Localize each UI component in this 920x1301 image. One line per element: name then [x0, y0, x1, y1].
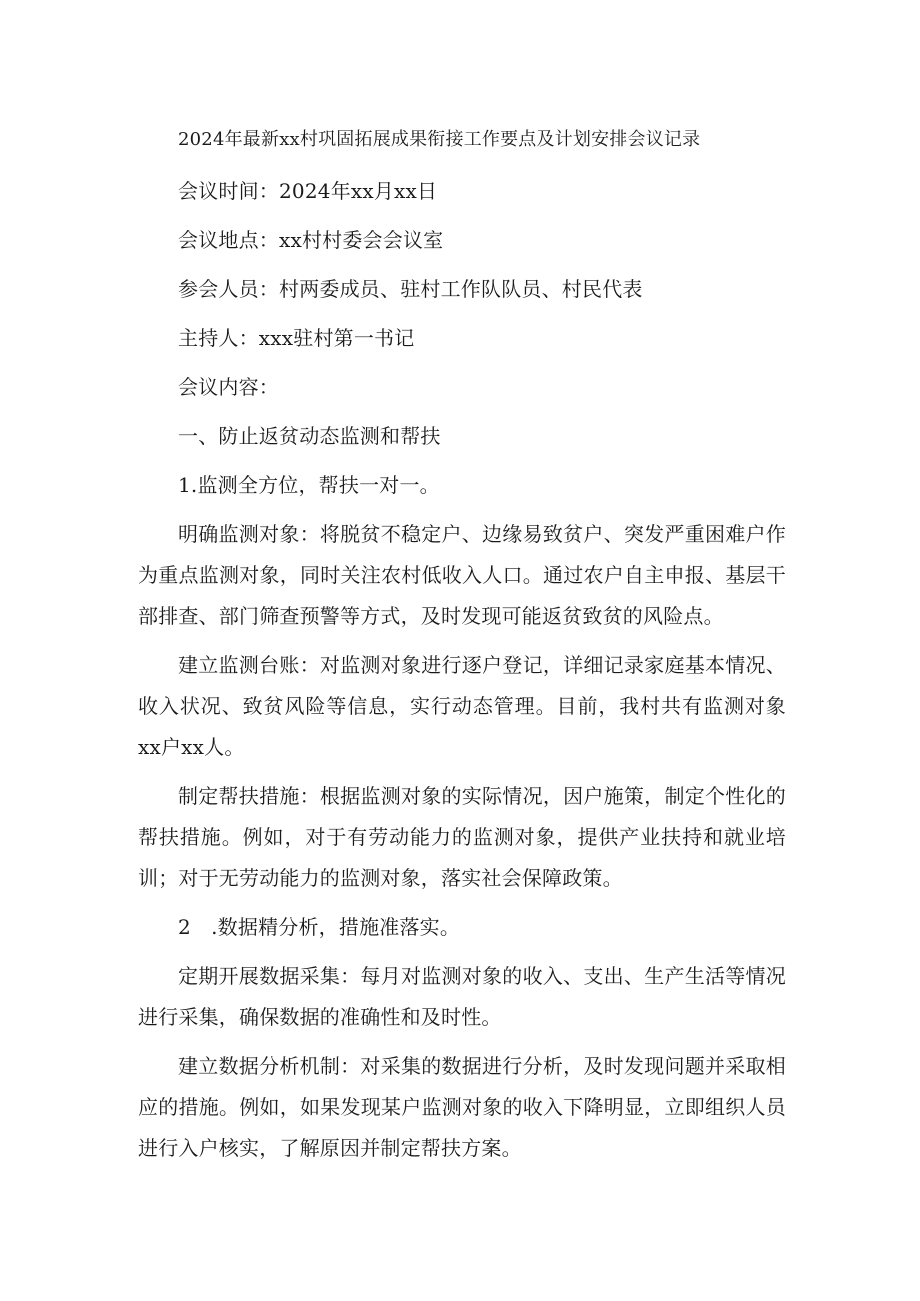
section-heading-1: 一、防止返贫动态监测和帮扶	[178, 424, 441, 448]
paragraph-data-collection: 定期开展数据采集：每月对监测对象的收入、支出、生产生活等情况进行采集，确保数据的准确性和及时性。	[138, 964, 786, 1029]
paragraph-data-analysis: 建立数据分析机制：对采集的数据进行分析，及时发现问题并采取相应的措施。例如，如果发现某户监测对象的收入下降明显，立即组织人员进行入户核实，了解原因并制定帮扶方案。	[138, 1054, 786, 1160]
paragraph-monitoring-targets: 明确监测对象：将脱贫不稳定户、边缘易致贫户、突发严重困难户作为重点监测对象，同时关注农村低收入人口。通过农户自主申报、基层干部排查、部门筛查预警等方式，及时发现可能返贫致贫的风险点。	[138, 522, 786, 628]
item-heading-2: 2 .数据精分析，措施准落实。	[178, 915, 461, 939]
document-title: 2024年最新xx村巩固拓展成果衔接工作要点及计划安排会议记录	[178, 129, 701, 150]
paragraph-monitoring-ledger: 建立监测台账：对监测对象进行逐户登记，详细记录家庭基本情况、收入状况、致贫风险等信息，实行动态管理。目前，我村共有监测对象xx户xx人。	[138, 653, 786, 759]
meeting-participants: 参会人员：村两委成员、驻村工作队队员、村民代表	[178, 277, 643, 301]
meeting-place: 会议地点：xx村村委会会议室	[178, 228, 444, 252]
meeting-time: 会议时间：2024年xx月xx日	[178, 179, 438, 203]
paragraph-assistance-measures: 制定帮扶措施：根据监测对象的实际情况，因户施策，制定个性化的帮扶措施。例如，对于有劳动能力的监测对象，提供产业扶持和就业培训；对于无劳动能力的监测对象，落实社会保障政策。	[138, 784, 786, 890]
meeting-host: 主持人：xxx驻村第一书记	[178, 326, 415, 350]
meeting-content-label: 会议内容：	[178, 375, 279, 399]
item-heading-1: 1.监测全方位，帮扶一对一。	[178, 473, 440, 497]
document-body	[138, 122, 786, 1177]
